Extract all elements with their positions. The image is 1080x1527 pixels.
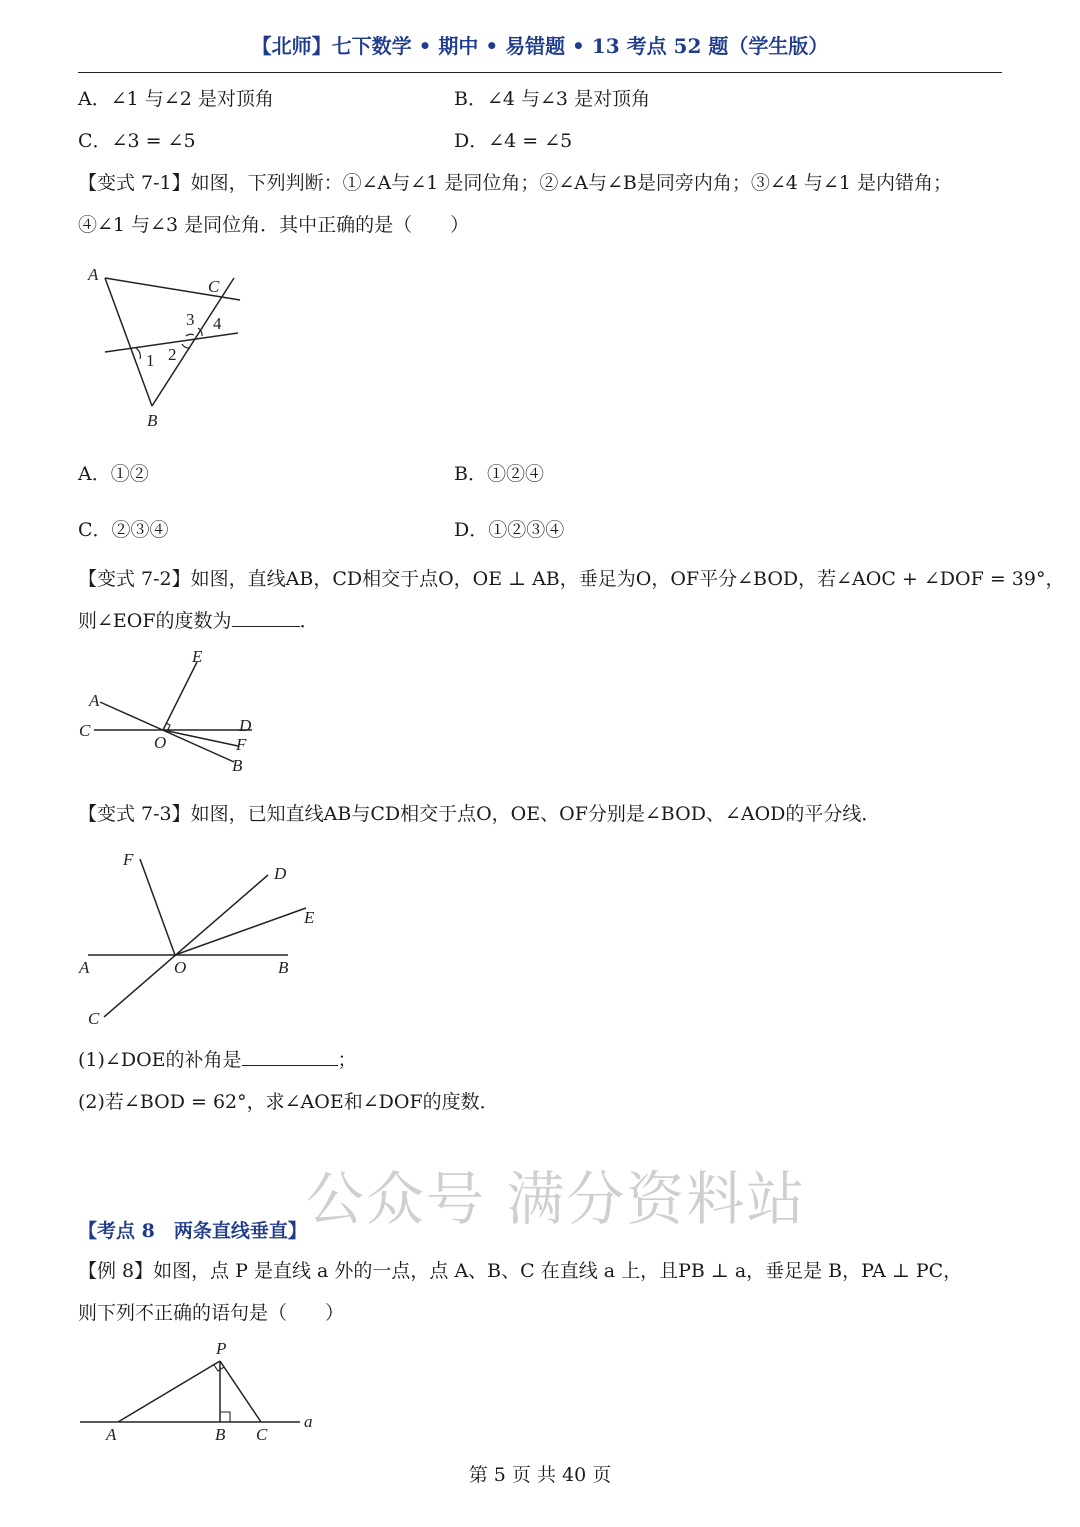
v71-line1: 【变式 7-1】如图，下列判断：①∠A与∠1 是同位角；②∠A与∠B是同旁内角；③∠4 与∠1 是内错角； [78,172,952,194]
section-8-title: 【考点 8 两条直线垂直】 [78,1220,307,1242]
v73-line1: 【变式 7-3】如图，已知直线AB与CD相交于点O，OE、OF分别是∠BOD、∠AOD的平分线． [78,803,881,825]
v72-ray-oe [163,662,197,730]
v71-option-c: C．②③④ [78,519,169,541]
ex8-label-line-a: a [304,1412,313,1431]
v73-label-e: E [304,908,315,927]
v71-option-b: B．①②④ [454,463,544,485]
v72-label-f: F [236,735,247,754]
ex8-segment-pa [118,1361,220,1422]
v73-label-o: O [174,958,187,977]
q7-option-c: C．∠3 = ∠5 [78,130,196,152]
q7-option-b: B．∠4 与∠3 是对顶角 [454,88,651,110]
v71-angle1-arc [136,348,140,359]
v72-ray-of [163,730,238,746]
q7-option-a: A．∠1 与∠2 是对顶角 [78,88,274,110]
page-header: 【北师】七下数学 • 期中 • 易错题 • 13 考点 52 题（学生版） [251,34,829,58]
v73-label-a: A [79,958,90,977]
v73-question-2: (2)若∠BOD = 62°，求∠AOE和∠DOF的度数． [78,1091,499,1113]
v72-figure [70,644,270,779]
ex8-segment-pc [220,1361,261,1422]
v72-label-a: A [89,691,100,710]
v71-line-bc [152,278,234,406]
v72-line2: 则∠EOF的度数为 ． [78,610,319,632]
ex8-label-a: A [106,1425,117,1444]
watermark: 公众号 满分资料站 [306,1165,807,1233]
v71-line-ac [105,278,240,300]
v71-option-a: A．①② [78,463,149,485]
q7-option-d: D．∠4 = ∠5 [454,130,573,152]
v72-label-b: B [232,756,243,775]
v73-ray-of [140,859,175,955]
v73-label-f: F [123,850,134,869]
v72-line1: 【变式 7-2】如图，直线AB，CD相交于点O，OE ⊥ AB，垂足为O，OF平分∠BOD，若∠AOC + ∠DOF = 39°， [78,568,1065,590]
v73-figure [70,845,330,1035]
ex8-figure [70,1336,330,1448]
v71-angle3-arc [186,334,194,336]
v71-label-a: A [88,265,99,284]
v71-label-3: 3 [186,310,195,329]
v73-question-1: (1)∠DOE的补角是 ； [78,1049,357,1071]
v73-line-cd [104,875,268,1017]
v71-figure [70,258,260,438]
page-footer: 第 5 页 共 40 页 [468,1464,612,1486]
v72-answer-blank[interactable] [232,608,300,627]
v73-label-b: B [278,958,289,977]
v71-label-2: 2 [168,345,177,364]
v71-line2: ④∠1 与∠3 是同位角．其中正确的是（ ） [78,214,470,236]
v72-label-o: O [154,733,167,752]
header-rule [78,72,1002,73]
v72-label-d: D [239,716,252,735]
ex8-right-angle-b [220,1412,230,1422]
ex8-line1: 【例 8】如图，点 P 是直线 a 外的一点，点 A、B、C 在直线 a 上，且PB ⊥ a，垂足是 B，PA ⊥ PC， [78,1260,963,1282]
ex8-label-c: C [256,1425,268,1444]
v71-label-1: 1 [146,351,155,370]
ex8-line2: 则下列不正确的语句是（ ） [78,1302,345,1324]
v71-label-b: B [147,411,158,430]
v73-label-c: C [88,1009,100,1028]
v71-option-d: D．①②③④ [454,519,565,541]
ex8-label-p: P [216,1339,227,1358]
v71-label-c: C [208,277,220,296]
v72-label-e: E [192,647,203,666]
v71-label-4: 4 [213,314,222,333]
v73-label-d: D [274,864,287,883]
v72-label-c: C [79,721,91,740]
v73-answer-blank[interactable] [242,1047,338,1066]
ex8-label-b: B [215,1425,226,1444]
v73-ray-oe [175,908,306,955]
v71-line-ab [105,278,152,406]
